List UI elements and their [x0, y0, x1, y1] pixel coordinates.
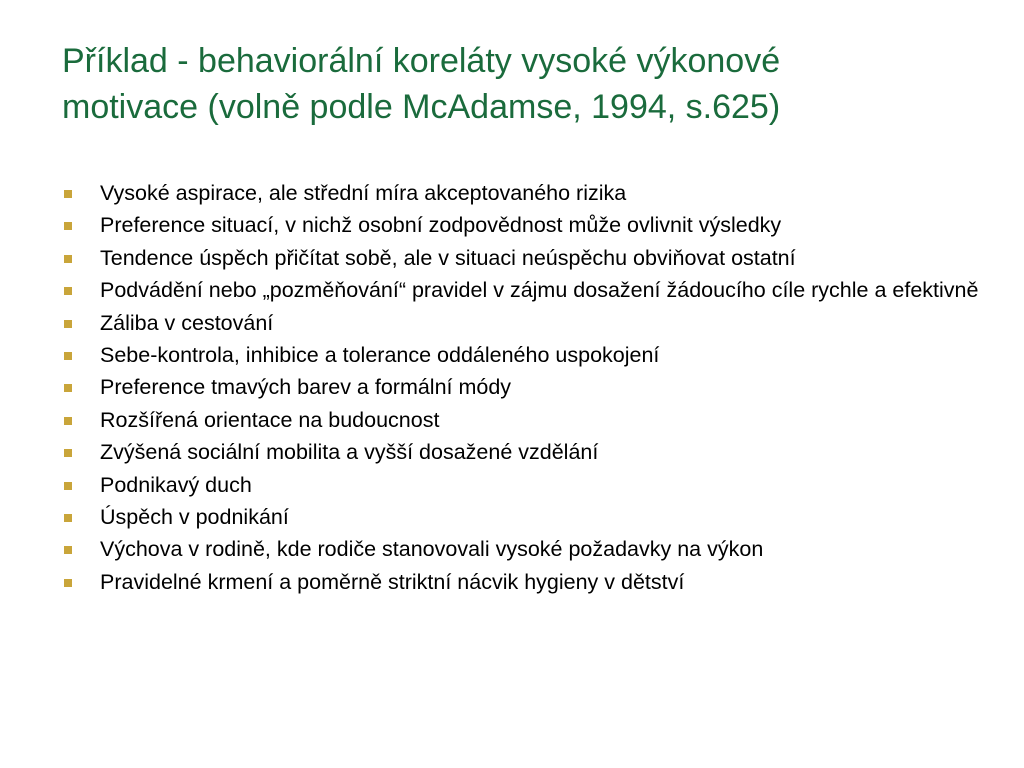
slide-title — [62, 38, 1002, 130]
bullet-item — [62, 505, 1002, 529]
square-bullet-icon — [64, 482, 72, 490]
bullet-text: Sebe-kontrola, inhibice a tolerance oddáleného uspokojení — [100, 342, 660, 367]
bullet-item — [62, 440, 1002, 464]
bullet-text: Záliba v cestování — [100, 310, 274, 335]
square-bullet-icon — [64, 417, 72, 425]
bullet-item — [62, 181, 1002, 205]
square-bullet-icon — [64, 222, 72, 230]
bullet-text: Rozšířená orientace na budoucnost — [100, 407, 440, 432]
slide-title-line: motivace (volně podle McAdamse, 1994, s.625) — [62, 88, 781, 126]
bullet-item — [62, 375, 1002, 399]
bullet-item — [62, 311, 1002, 335]
square-bullet-icon — [64, 449, 72, 457]
square-bullet-icon — [64, 514, 72, 522]
bullet-text: Úspěch v podnikání — [100, 504, 289, 529]
square-bullet-icon — [64, 579, 72, 587]
bullet-item — [62, 537, 1002, 561]
slide-title-line: Příklad - behaviorální koreláty vysoké výkonové — [62, 42, 781, 80]
square-bullet-icon — [64, 384, 72, 392]
bullet-text: Podvádění nebo „pozměňování“ pravidel v zájmu dosažení žádoucího cíle rychle a efektivně — [100, 278, 979, 303]
bullet-text: Podnikavý duch — [100, 472, 252, 497]
bullet-item — [62, 408, 1002, 432]
bullet-list — [62, 181, 1002, 602]
bullet-text: Preference tmavých barev a formální módy — [100, 375, 512, 400]
bullet-item — [62, 343, 1002, 367]
bullet-text: Vysoké aspirace, ale střední míra akceptovaného rizika — [100, 181, 627, 205]
bullet-item — [62, 473, 1002, 497]
bullet-text: Zvýšená sociální mobilita a vyšší dosažené vzdělání — [100, 440, 599, 465]
bullet-item — [62, 213, 1002, 237]
bullet-item — [62, 246, 1002, 270]
bullet-text: Preference situací, v nichž osobní zodpovědnost může ovlivnit výsledky — [100, 213, 782, 238]
bullet-text: Pravidelné krmení a poměrně striktní nácvik hygieny v dětství — [100, 569, 685, 594]
bullet-text: Výchova v rodině, kde rodiče stanovovali vysoké požadavky na výkon — [100, 537, 764, 562]
square-bullet-icon — [64, 320, 72, 328]
square-bullet-icon — [64, 287, 72, 295]
bullet-item — [62, 278, 1002, 302]
bullet-item — [62, 570, 1002, 594]
bullet-text: Tendence úspěch přičítat sobě, ale v situaci neúspěchu obviňovat ostatní — [100, 245, 796, 270]
square-bullet-icon — [64, 255, 72, 263]
square-bullet-icon — [64, 352, 72, 360]
square-bullet-icon — [64, 546, 72, 554]
square-bullet-icon — [64, 190, 72, 198]
